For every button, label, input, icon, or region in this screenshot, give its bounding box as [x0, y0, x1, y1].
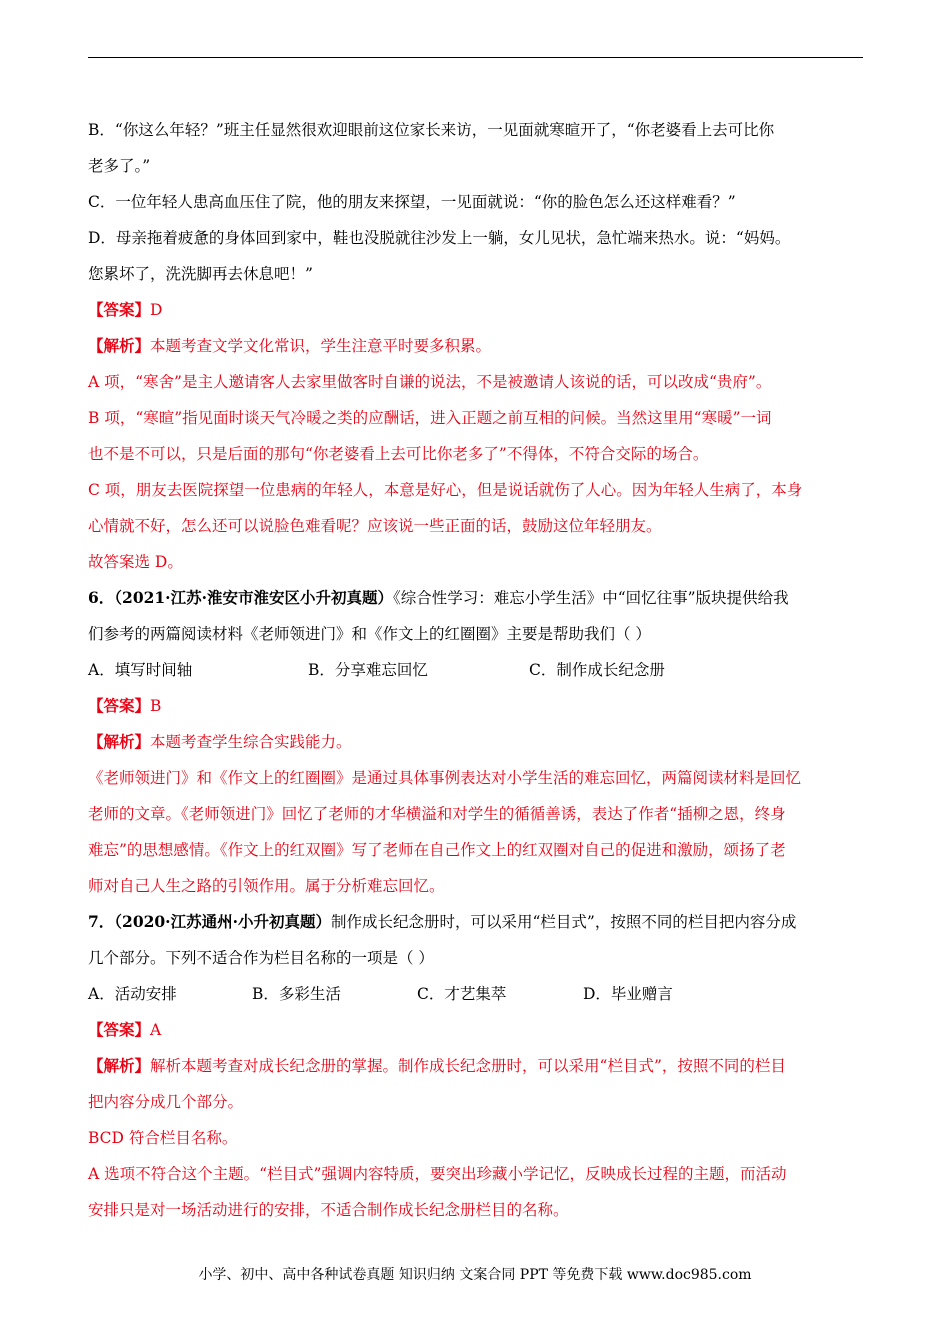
q5-analysis-line: B 项，“寒暄”指见面时谈天气冷暖之类的应酬话，进入正题之前互相的问候。当然这里用“寒暖”一词	[88, 409, 772, 427]
q7-answer-value: A	[150, 1021, 162, 1039]
q6-stem-line1: 《综合性学习：难忘小学生活》中“回忆往事”版块提供给我	[392, 589, 789, 607]
q6-option-b: B．分享难忘回忆	[308, 661, 428, 679]
q6-answer	[88, 688, 866, 724]
q5-answer-value: D	[150, 301, 163, 319]
q5-analysis-line: A 项，“寒舍”是主人邀请客人去家里做客时自谦的说法，不是被邀请人该说的话，可以改成“贵府”。	[88, 373, 772, 391]
q7-stem	[88, 904, 866, 940]
q6-analysis-line: 师对自己人生之路的引领作用。属于分析难忘回忆。	[88, 877, 445, 895]
q6-analysis-line: 难忘”的思想感情。《作文上的红双圈》写了老师在自己作文上的红双圈对自己的促进和激励，颂扬了老	[88, 841, 786, 859]
answer-label: 【答案】	[88, 1020, 151, 1039]
page-content	[88, 112, 866, 1228]
analysis-label: 【解析】	[88, 732, 151, 751]
q7-analysis-line: A 选项不符合这个主题。“栏目式”强调内容特质，要突出珍藏小学记忆，反映成长过程的主题，而活动	[88, 1165, 787, 1183]
q7-analysis	[88, 1048, 866, 1084]
page-footer: 小学、初中、高中各种试卷真题 知识归纳 文案合同 PPT 等免费下载 www.doc985.com	[198, 1267, 752, 1283]
q5-answer	[88, 292, 866, 328]
q5-option-d-line2: 您累坏了，洗洗脚再去休息吧！”	[88, 265, 313, 283]
analysis-label: 【解析】	[88, 336, 151, 355]
q5-analysis-line: C 项，朋友去医院探望一位患病的年轻人，本意是好心，但是说话就伤了人心。因为年轻人生病了，本身	[88, 481, 803, 499]
q5-analysis-line: 也不是不可以，只是后面的那句“你老婆看上去可比你老多了”不得体，不符合交际的场合。	[88, 445, 709, 463]
q5-option-c: C．一位年轻人患高血压住了院，他的朋友来探望，一见面就说：“你的脸色怎么还这样难看？”	[88, 193, 736, 211]
q7-option-d: D．毕业赠言	[583, 985, 673, 1003]
q7-option-c: C．才艺集萃	[417, 985, 507, 1003]
answer-label: 【答案】	[88, 696, 151, 715]
q5-analysis	[88, 328, 866, 364]
answer-label: 【答案】	[88, 300, 151, 319]
header-rule	[88, 57, 863, 58]
q6-stem	[88, 580, 866, 616]
q5-analysis-line: 心情就不好，怎么还可以说脸色难看呢？应该说一些正面的话，鼓励这位年轻朋友。	[88, 517, 662, 535]
q5-option-b-line2: 老多了。”	[88, 157, 151, 175]
q6-analysis	[88, 724, 866, 760]
analysis-label: 【解析】	[88, 1056, 151, 1075]
q6-analysis-intro: 本题考查学生综合实践能力。	[150, 733, 352, 751]
q6-stem-line2: 们参考的两篇阅读材料《老师领进门》和《作文上的红圈圈》主要是帮助我们（ ）	[88, 625, 651, 643]
q5-analysis-intro: 本题考查文学文化常识，学生注意平时要多积累。	[150, 337, 492, 355]
q6-number: 6．	[88, 588, 115, 607]
q7-options	[88, 976, 866, 1012]
q7-stem-line2: 几个部分。下列不适合作为栏目名称的一项是（ ）	[88, 949, 434, 967]
q7-analysis-intro: 解析本题考查对成长纪念册的掌握。制作成长纪念册时，可以采用“栏目式”，按照不同的栏目	[150, 1057, 786, 1075]
q7-analysis-cont: 把内容分成几个部分。	[88, 1093, 244, 1111]
q5-option-d-line1: D．母亲拖着疲惫的身体回到家中，鞋也没脱就往沙发上一躺，女儿见状，急忙端来热水。说：“妈妈。	[88, 229, 791, 247]
q6-option-a: A．填写时间轴	[88, 661, 193, 679]
q5-option-b-line1: B．“你这么年轻？”班主任显然很欢迎眼前这位家长来访，一见面就寒暄开了，“你老婆看上去可比你	[88, 121, 775, 139]
q7-analysis-line: 安排只是对一场活动进行的安排，不适合制作成长纪念册栏目的名称。	[88, 1201, 569, 1219]
q6-analysis-line: 《老师领进门》和《作文上的红圈圈》是通过具体事例表达对小学生活的难忘回忆，两篇阅读材料是回忆	[88, 769, 802, 787]
q7-source: （2020·江苏通州·小升初真题）	[114, 912, 331, 931]
q7-stem-line1: 制作成长纪念册时，可以采用“栏目式”，按照不同的栏目把内容分成	[330, 913, 797, 931]
q6-options	[88, 652, 866, 688]
q7-answer	[88, 1012, 866, 1048]
q7-option-b: B．多彩生活	[252, 985, 341, 1003]
q7-analysis-line: BCD 符合栏目名称。	[88, 1129, 238, 1147]
q6-answer-value: B	[150, 697, 162, 715]
q7-option-a: A．活动安排	[88, 985, 177, 1003]
q6-source: （2021·江苏·淮安市淮安区小升初真题）	[114, 588, 393, 607]
q6-analysis-line: 老师的文章。《老师领进门》回忆了老师的才华横溢和对学生的循循善诱，表达了作者“插柳之恩，终身	[88, 805, 786, 823]
q5-conclusion: 故答案选 D。	[88, 553, 183, 571]
q7-number: 7．	[88, 912, 115, 931]
q6-option-c: C．制作成长纪念册	[529, 661, 665, 679]
